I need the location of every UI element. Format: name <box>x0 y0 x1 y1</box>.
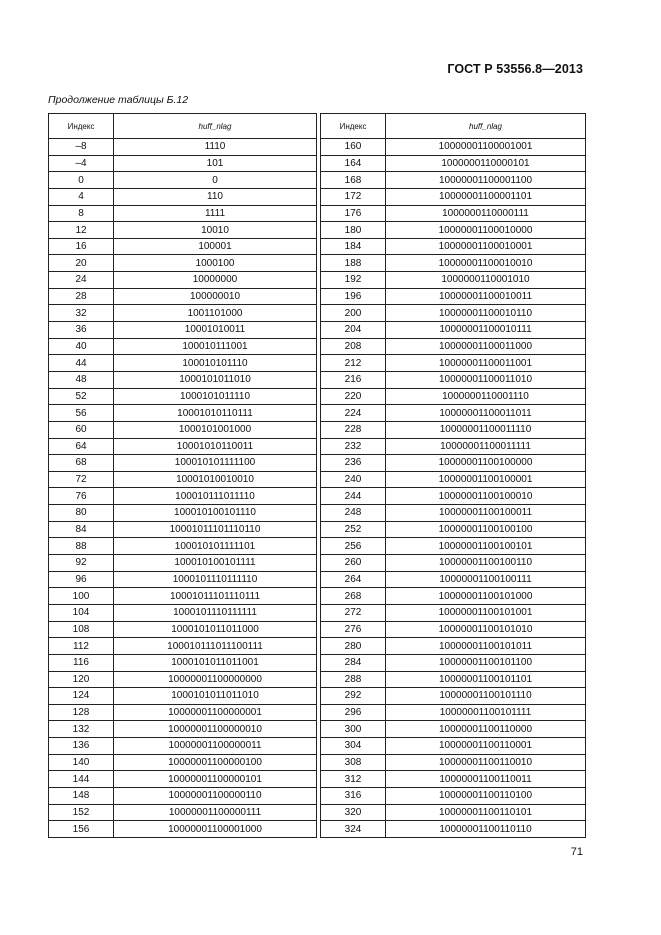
cell-huff-nlag: 1000101001000 <box>114 421 317 438</box>
cell-huff-nlag: 101 <box>114 155 317 172</box>
cell-huff-nlag: 10000001100010000 <box>386 222 586 239</box>
cell-index: 260 <box>321 555 386 572</box>
cell-huff-nlag: 10000001100000000 <box>114 671 317 688</box>
cell-huff-nlag: 100010100101111 <box>114 555 317 572</box>
cell-index: 240 <box>321 471 386 488</box>
table-container <box>48 113 584 838</box>
table-row <box>321 721 586 738</box>
cell-huff-nlag: 1110 <box>114 139 317 156</box>
cell-huff-nlag: 10000001100010111 <box>386 322 586 339</box>
cell-index: 276 <box>321 621 386 638</box>
cell-index: 304 <box>321 738 386 755</box>
cell-index: 192 <box>321 272 386 289</box>
cell-huff-nlag: 1000000110001110 <box>386 388 586 405</box>
cell-huff-nlag: 10000001100101111 <box>386 704 586 721</box>
cell-huff-nlag: 1000101011011000 <box>114 621 317 638</box>
cell-index: 228 <box>321 421 386 438</box>
table-row <box>49 604 317 621</box>
cell-huff-nlag: 100010100101110 <box>114 505 317 522</box>
cell-huff-nlag: 1000101011011010 <box>114 688 317 705</box>
cell-huff-nlag: 10000000 <box>114 272 317 289</box>
table-row <box>49 787 317 804</box>
cell-index: 84 <box>49 521 114 538</box>
column-header-index: Индекс <box>321 114 386 139</box>
table-row <box>49 721 317 738</box>
cell-index: –4 <box>49 155 114 172</box>
table-row <box>321 588 586 605</box>
cell-huff-nlag: 10000001100011010 <box>386 371 586 388</box>
cell-index: 216 <box>321 371 386 388</box>
table-row <box>49 272 317 289</box>
cell-huff-nlag: 110 <box>114 188 317 205</box>
cell-index: 12 <box>49 222 114 239</box>
table-row <box>49 421 317 438</box>
cell-huff-nlag: 10000001100011000 <box>386 338 586 355</box>
cell-index: 224 <box>321 405 386 422</box>
cell-index: 320 <box>321 804 386 821</box>
table-row <box>321 172 586 189</box>
cell-index: 88 <box>49 538 114 555</box>
cell-huff-nlag: 10000001100000001 <box>114 704 317 721</box>
cell-huff-nlag: 1111 <box>114 205 317 222</box>
cell-index: 148 <box>49 787 114 804</box>
cell-huff-nlag: 100000010 <box>114 288 317 305</box>
cell-index: 264 <box>321 571 386 588</box>
table-row <box>321 455 586 472</box>
cell-huff-nlag: 100010111011110 <box>114 488 317 505</box>
cell-index: 172 <box>321 188 386 205</box>
table-row <box>321 355 586 372</box>
cell-huff-nlag: 10000001100100111 <box>386 571 586 588</box>
cell-index: 252 <box>321 521 386 538</box>
huff-nlag-table-right <box>320 113 586 838</box>
cell-huff-nlag: 10000001100110011 <box>386 771 586 788</box>
table-row <box>49 388 317 405</box>
table-row <box>321 621 586 638</box>
column-header-huff-nlag: huff_nlag <box>114 114 317 139</box>
cell-huff-nlag: 1000000110000111 <box>386 205 586 222</box>
table-row <box>321 288 586 305</box>
table-row <box>49 188 317 205</box>
table-row <box>49 438 317 455</box>
table-row <box>321 505 586 522</box>
cell-huff-nlag: 10001010110111 <box>114 405 317 422</box>
column-header-huff-nlag: huff_nlag <box>386 114 586 139</box>
cell-index: 96 <box>49 571 114 588</box>
table-row <box>49 821 317 838</box>
table-row <box>321 388 586 405</box>
table-row <box>321 421 586 438</box>
cell-huff-nlag: 10000001100110110 <box>386 821 586 838</box>
cell-index: 60 <box>49 421 114 438</box>
cell-index: 164 <box>321 155 386 172</box>
table-row <box>321 238 586 255</box>
cell-huff-nlag: 10000001100110101 <box>386 804 586 821</box>
cell-huff-nlag: 10000001100001001 <box>386 139 586 156</box>
cell-index: 112 <box>49 638 114 655</box>
table-row <box>49 255 317 272</box>
cell-huff-nlag: 10010 <box>114 222 317 239</box>
table-row <box>49 505 317 522</box>
cell-index: 32 <box>49 305 114 322</box>
cell-index: –8 <box>49 139 114 156</box>
cell-huff-nlag: 10000001100101001 <box>386 604 586 621</box>
cell-index: 20 <box>49 255 114 272</box>
table-row <box>49 771 317 788</box>
cell-huff-nlag: 10001011101110110 <box>114 521 317 538</box>
cell-index: 76 <box>49 488 114 505</box>
table-row <box>321 638 586 655</box>
cell-huff-nlag: 10000001100010110 <box>386 305 586 322</box>
table-row <box>49 205 317 222</box>
cell-index: 132 <box>49 721 114 738</box>
cell-huff-nlag: 1000100 <box>114 255 317 272</box>
cell-huff-nlag: 10000001100100011 <box>386 505 586 522</box>
table-row <box>49 638 317 655</box>
cell-index: 200 <box>321 305 386 322</box>
cell-index: 8 <box>49 205 114 222</box>
cell-index: 232 <box>321 438 386 455</box>
cell-huff-nlag: 100010101111101 <box>114 538 317 555</box>
table-row <box>321 738 586 755</box>
table-row <box>49 355 317 372</box>
cell-index: 280 <box>321 638 386 655</box>
table-row <box>321 538 586 555</box>
cell-huff-nlag: 10000001100100000 <box>386 455 586 472</box>
cell-index: 272 <box>321 604 386 621</box>
cell-huff-nlag: 10000001100011110 <box>386 421 586 438</box>
cell-index: 120 <box>49 671 114 688</box>
table-row <box>49 455 317 472</box>
cell-huff-nlag: 10000001100110000 <box>386 721 586 738</box>
cell-huff-nlag: 10000001100011111 <box>386 438 586 455</box>
cell-huff-nlag: 10000001100101010 <box>386 621 586 638</box>
cell-huff-nlag: 10000001100101110 <box>386 688 586 705</box>
cell-huff-nlag: 10000001100100100 <box>386 521 586 538</box>
cell-huff-nlag: 10000001100101100 <box>386 654 586 671</box>
cell-index: 68 <box>49 455 114 472</box>
cell-index: 288 <box>321 671 386 688</box>
column-header-index: Индекс <box>49 114 114 139</box>
cell-huff-nlag: 10000001100000010 <box>114 721 317 738</box>
cell-huff-nlag: 10000001100010010 <box>386 255 586 272</box>
cell-index: 196 <box>321 288 386 305</box>
document-header: ГОСТ Р 53556.8—2013 <box>447 62 583 76</box>
cell-huff-nlag: 10000001100011011 <box>386 405 586 422</box>
cell-huff-nlag: 100010111001 <box>114 338 317 355</box>
page-number: 71 <box>570 846 583 858</box>
cell-index: 284 <box>321 654 386 671</box>
cell-huff-nlag: 10000001100001100 <box>386 172 586 189</box>
cell-index: 220 <box>321 388 386 405</box>
cell-index: 212 <box>321 355 386 372</box>
cell-huff-nlag: 100010111011100111 <box>114 638 317 655</box>
table-row <box>321 322 586 339</box>
table-row <box>321 521 586 538</box>
table-row <box>49 488 317 505</box>
cell-index: 308 <box>321 754 386 771</box>
cell-huff-nlag: 10001011101110111 <box>114 588 317 605</box>
table-row <box>321 222 586 239</box>
cell-index: 44 <box>49 355 114 372</box>
cell-index: 176 <box>321 205 386 222</box>
cell-huff-nlag: 1000101011010 <box>114 371 317 388</box>
cell-index: 316 <box>321 787 386 804</box>
table-row <box>49 405 317 422</box>
table-row <box>49 322 317 339</box>
table-caption: Продолжение таблицы Б.12 <box>48 94 189 106</box>
cell-huff-nlag: 10001010010010 <box>114 471 317 488</box>
cell-index: 256 <box>321 538 386 555</box>
cell-huff-nlag: 10000001100100110 <box>386 555 586 572</box>
table-row <box>321 787 586 804</box>
cell-index: 104 <box>49 604 114 621</box>
cell-index: 100 <box>49 588 114 605</box>
cell-index: 36 <box>49 322 114 339</box>
table-row <box>321 188 586 205</box>
cell-huff-nlag: 1000000110001010 <box>386 272 586 289</box>
table-row <box>321 139 586 156</box>
table-row <box>321 671 586 688</box>
table-row <box>321 555 586 572</box>
cell-index: 168 <box>321 172 386 189</box>
table-row <box>321 338 586 355</box>
cell-index: 128 <box>49 704 114 721</box>
table-header-row <box>49 114 317 139</box>
cell-index: 40 <box>49 338 114 355</box>
cell-index: 244 <box>321 488 386 505</box>
cell-index: 160 <box>321 139 386 156</box>
table-row <box>49 804 317 821</box>
cell-index: 80 <box>49 505 114 522</box>
cell-index: 72 <box>49 471 114 488</box>
table-row <box>49 671 317 688</box>
table-row <box>49 538 317 555</box>
cell-huff-nlag: 10000001100011001 <box>386 355 586 372</box>
cell-huff-nlag: 10000001100000100 <box>114 754 317 771</box>
cell-huff-nlag: 100010101111100 <box>114 455 317 472</box>
cell-huff-nlag: 10000001100001000 <box>114 821 317 838</box>
cell-huff-nlag: 10000001100100001 <box>386 471 586 488</box>
table-row <box>321 804 586 821</box>
cell-huff-nlag: 10000001100110010 <box>386 754 586 771</box>
table-row <box>321 371 586 388</box>
cell-index: 48 <box>49 371 114 388</box>
cell-index: 208 <box>321 338 386 355</box>
cell-huff-nlag: 10000001100000101 <box>114 771 317 788</box>
table-row <box>321 654 586 671</box>
cell-huff-nlag: 10000001100001101 <box>386 188 586 205</box>
table-row <box>49 172 317 189</box>
cell-index: 24 <box>49 272 114 289</box>
cell-huff-nlag: 100001 <box>114 238 317 255</box>
table-row <box>49 704 317 721</box>
table-row <box>321 471 586 488</box>
table-row <box>49 571 317 588</box>
table-row <box>49 555 317 572</box>
table-row <box>321 155 586 172</box>
cell-index: 64 <box>49 438 114 455</box>
table-row <box>321 604 586 621</box>
cell-index: 204 <box>321 322 386 339</box>
cell-index: 180 <box>321 222 386 239</box>
cell-huff-nlag: 10001010110011 <box>114 438 317 455</box>
cell-index: 268 <box>321 588 386 605</box>
cell-index: 52 <box>49 388 114 405</box>
table-row <box>49 471 317 488</box>
table-row <box>49 238 317 255</box>
table-row <box>321 571 586 588</box>
cell-index: 312 <box>321 771 386 788</box>
cell-huff-nlag: 10000001100000111 <box>114 804 317 821</box>
cell-index: 108 <box>49 621 114 638</box>
cell-index: 140 <box>49 754 114 771</box>
table-row <box>321 305 586 322</box>
cell-huff-nlag: 1000101110111110 <box>114 571 317 588</box>
cell-index: 144 <box>49 771 114 788</box>
cell-huff-nlag: 1000101011011001 <box>114 654 317 671</box>
cell-index: 292 <box>321 688 386 705</box>
cell-index: 188 <box>321 255 386 272</box>
cell-huff-nlag: 10000001100010001 <box>386 238 586 255</box>
table-row <box>49 288 317 305</box>
cell-index: 56 <box>49 405 114 422</box>
cell-index: 248 <box>321 505 386 522</box>
cell-huff-nlag: 10000001100100010 <box>386 488 586 505</box>
table-row <box>49 738 317 755</box>
cell-index: 184 <box>321 238 386 255</box>
cell-index: 156 <box>49 821 114 838</box>
cell-huff-nlag: 1000000110000101 <box>386 155 586 172</box>
table-row <box>321 821 586 838</box>
table-row <box>49 688 317 705</box>
cell-huff-nlag: 1000101011110 <box>114 388 317 405</box>
table-row <box>321 704 586 721</box>
table-row <box>49 338 317 355</box>
cell-huff-nlag: 10000001100010011 <box>386 288 586 305</box>
cell-index: 4 <box>49 188 114 205</box>
cell-huff-nlag: 10000001100000011 <box>114 738 317 755</box>
cell-index: 236 <box>321 455 386 472</box>
cell-index: 28 <box>49 288 114 305</box>
cell-huff-nlag: 1000101110111111 <box>114 604 317 621</box>
cell-huff-nlag: 10000001100101101 <box>386 671 586 688</box>
cell-huff-nlag: 0 <box>114 172 317 189</box>
table-row <box>321 754 586 771</box>
table-row <box>49 305 317 322</box>
table-row <box>321 255 586 272</box>
table-row <box>321 205 586 222</box>
cell-index: 124 <box>49 688 114 705</box>
cell-index: 0 <box>49 172 114 189</box>
table-row <box>49 588 317 605</box>
cell-huff-nlag: 10000001100110001 <box>386 738 586 755</box>
cell-huff-nlag: 1001101000 <box>114 305 317 322</box>
cell-huff-nlag: 10001010011 <box>114 322 317 339</box>
cell-index: 152 <box>49 804 114 821</box>
table-row <box>49 621 317 638</box>
table-row <box>49 139 317 156</box>
table-row <box>49 371 317 388</box>
cell-index: 136 <box>49 738 114 755</box>
table-row <box>321 272 586 289</box>
cell-index: 16 <box>49 238 114 255</box>
table-row <box>49 654 317 671</box>
cell-index: 324 <box>321 821 386 838</box>
cell-index: 300 <box>321 721 386 738</box>
cell-huff-nlag: 10000001100100101 <box>386 538 586 555</box>
cell-huff-nlag: 10000001100101011 <box>386 638 586 655</box>
table-header-row <box>321 114 586 139</box>
table-row <box>321 405 586 422</box>
huff-nlag-table-left <box>48 113 317 838</box>
cell-index: 92 <box>49 555 114 572</box>
table-row <box>49 521 317 538</box>
cell-huff-nlag: 10000001100101000 <box>386 588 586 605</box>
table-row <box>49 155 317 172</box>
table-row <box>321 771 586 788</box>
cell-index: 296 <box>321 704 386 721</box>
table-row <box>321 688 586 705</box>
cell-huff-nlag: 10000001100110100 <box>386 787 586 804</box>
table-row <box>321 488 586 505</box>
table-row <box>321 438 586 455</box>
cell-index: 116 <box>49 654 114 671</box>
cell-huff-nlag: 10000001100000110 <box>114 787 317 804</box>
table-row <box>49 754 317 771</box>
cell-huff-nlag: 100010101110 <box>114 355 317 372</box>
table-row <box>49 222 317 239</box>
